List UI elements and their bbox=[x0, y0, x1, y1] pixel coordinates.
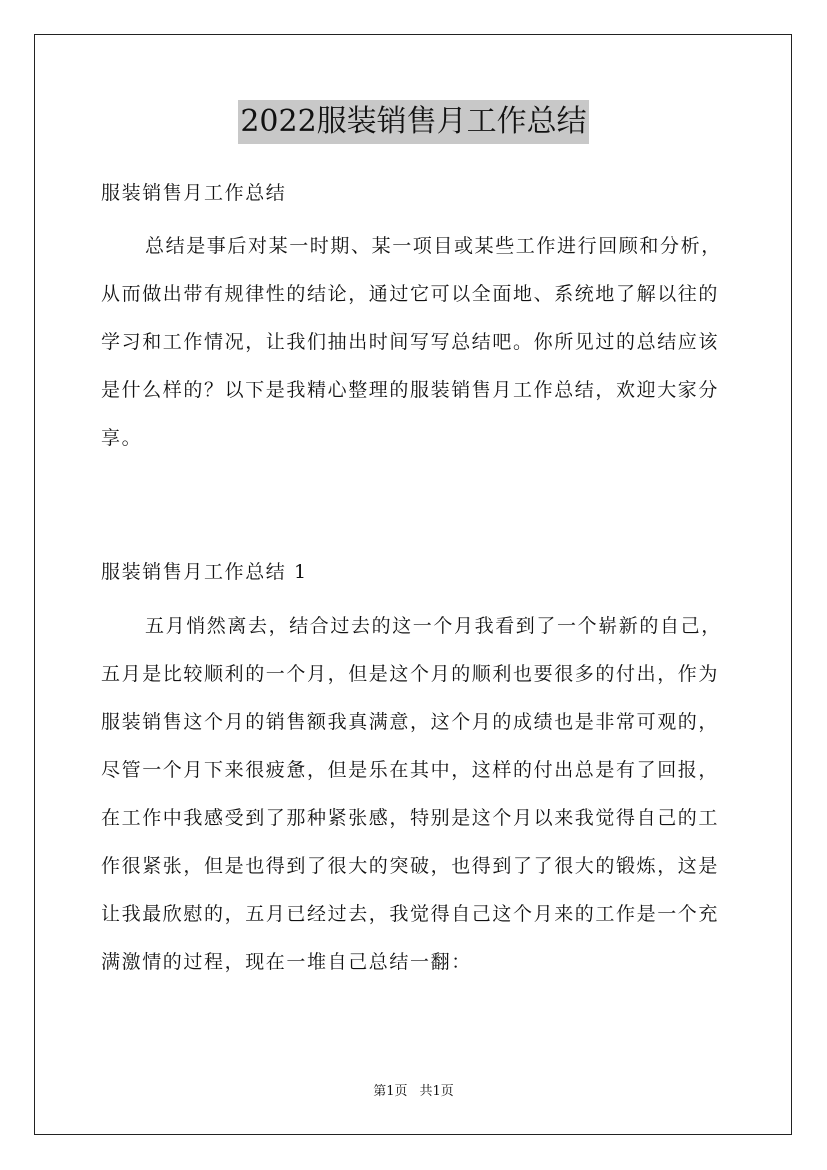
intro-heading: 服装销售月工作总结 bbox=[101, 182, 287, 204]
section1-paragraph: 五月悄然离去，结合过去的这一个月我看到了一个崭新的自己，五月是比较顺利的一个月，但是这个月的顺利也要很多的付出，作为服装销售这个月的销售额我真满意，这个月的成绩也是非常可观的，尽管一个月下来很疲惫，但是乐在其中，这样的付出总是有了回报，在工作中我感受到了那种紧张感，特别是这个月以来我觉得自己的工作很紧张，但是也得到了很大的突破，也得到了了很大的锻炼，这是让我最欣慰的，五月已经过去，我觉得自己这个月来的工作是一个充满激情的过程，现在一堆自己总结一翻： bbox=[101, 615, 722, 973]
page-total: 共1页 bbox=[419, 1084, 454, 1099]
page-number: 第1页 bbox=[373, 1084, 408, 1099]
page-footer bbox=[0, 1083, 827, 1101]
title-wrap bbox=[0, 100, 827, 144]
intro-paragraph: 总结是事后对某一时期、某一项目或某些工作进行回顾和分析，从而做出带有规律性的结论，通过它可以全面地、系统地了解以往的学习和工作情况，让我们抽出时间写写总结吧。你所见过的总结应该是什么样的？以下是我精心整理的服装销售月工作总结，欢迎大家分享。 bbox=[101, 235, 722, 449]
document-title: 2022服装销售月工作总结 bbox=[238, 100, 588, 144]
section1-heading: 服装销售月工作总结 1 bbox=[101, 561, 308, 583]
